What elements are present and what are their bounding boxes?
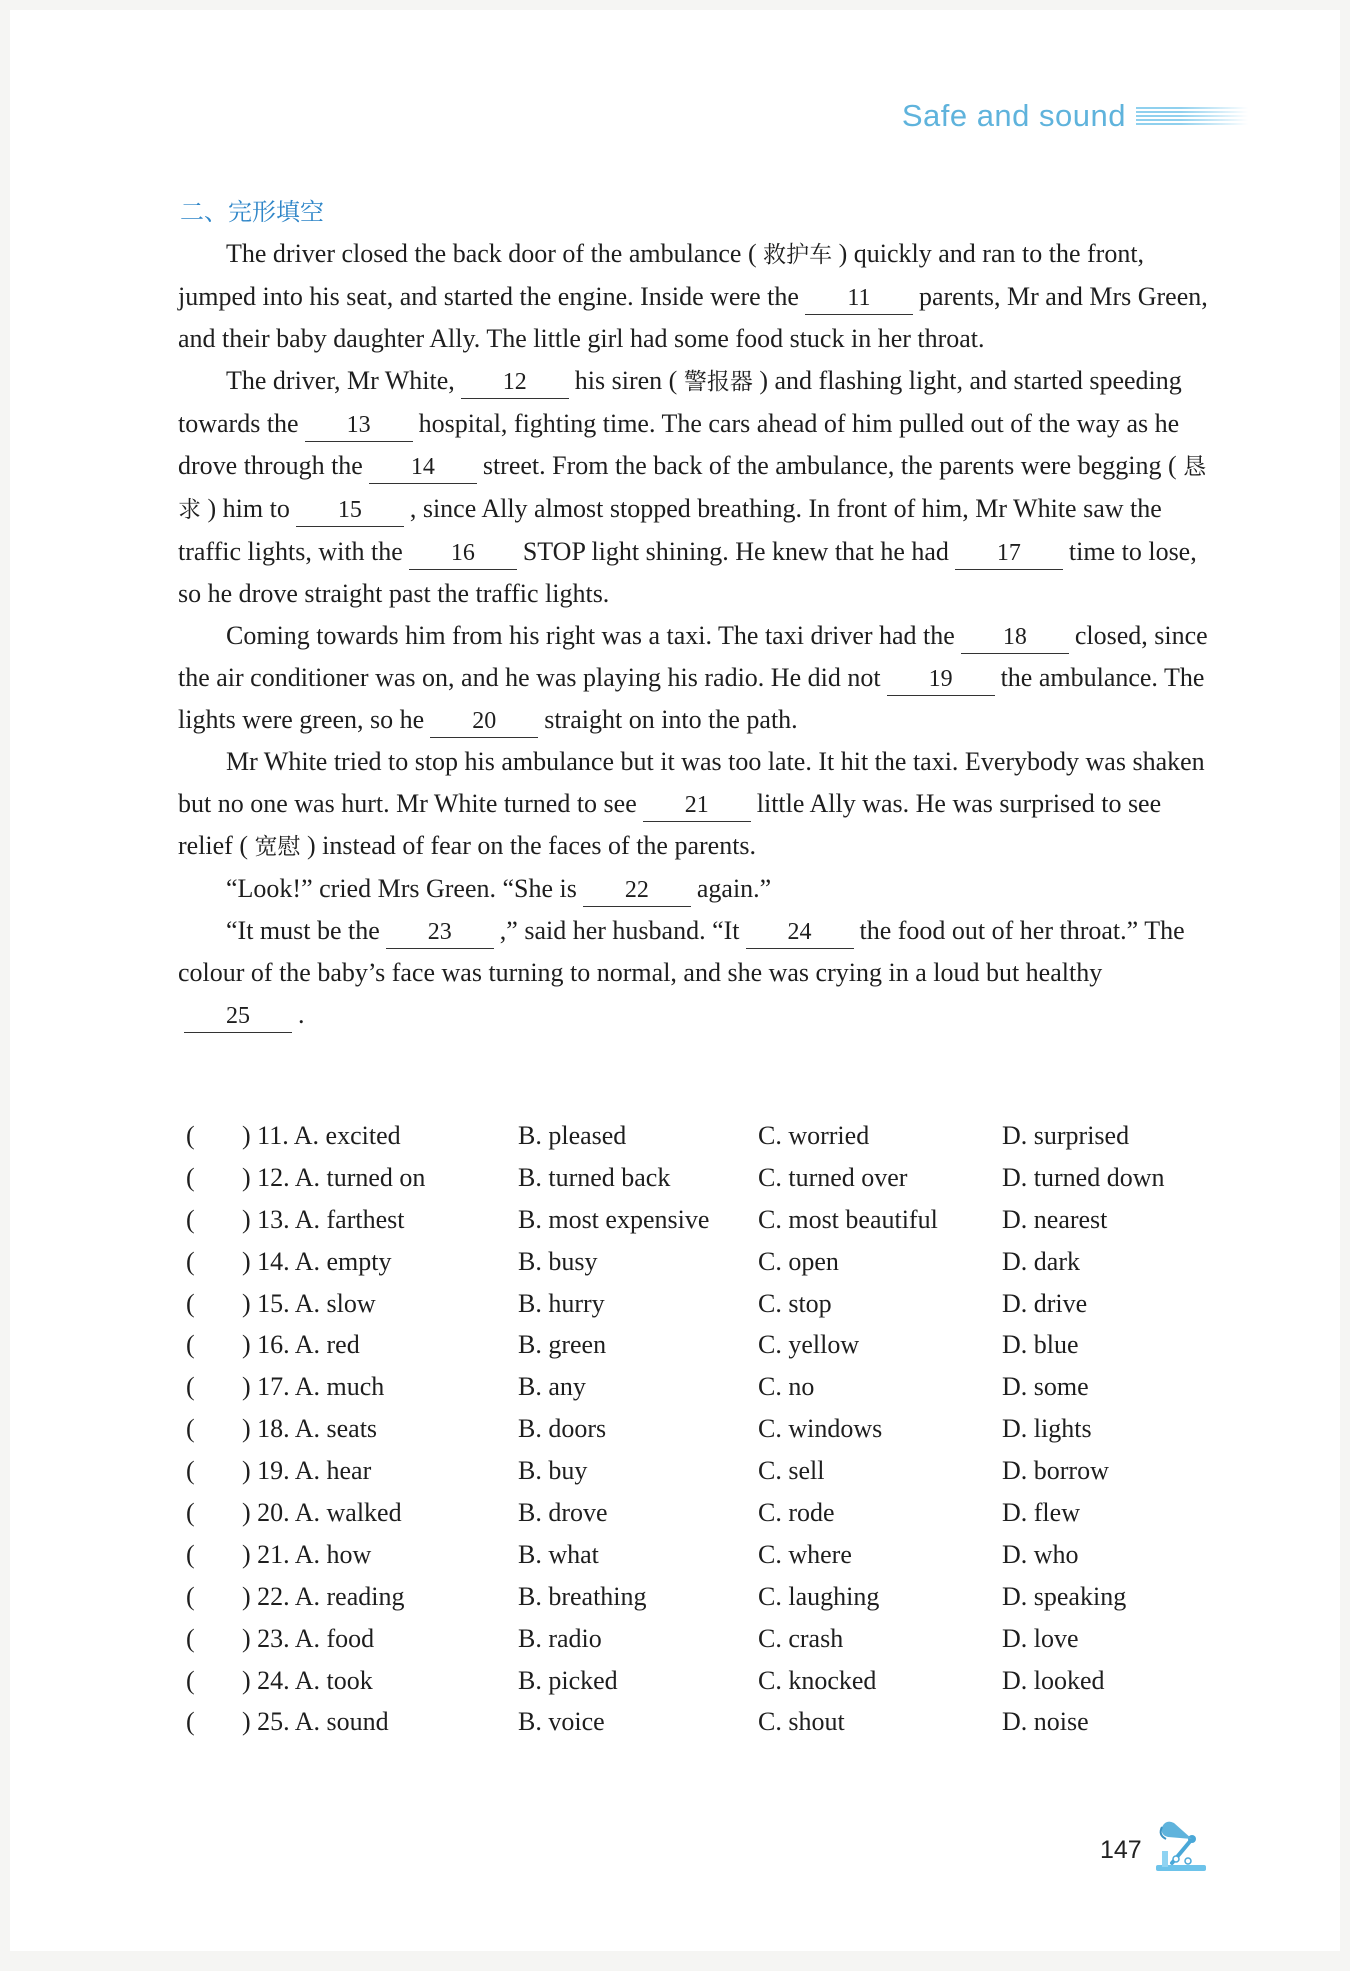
option-b: B. buy — [518, 1456, 588, 1486]
blank-20[interactable]: 20 — [430, 705, 538, 738]
option-d: D. flew — [1002, 1497, 1080, 1527]
answer-bracket[interactable]: ( — [186, 1120, 195, 1150]
blank-25[interactable]: 25 — [184, 1000, 292, 1033]
page — [10, 10, 1340, 1951]
option-b: B. any — [518, 1372, 586, 1402]
answer-bracket[interactable]: ( — [186, 1623, 195, 1653]
blank-11[interactable]: 11 — [805, 282, 913, 315]
option-c: C. open — [758, 1246, 839, 1276]
option-c: C. sell — [758, 1456, 825, 1486]
answer-bracket[interactable]: ( — [186, 1204, 195, 1234]
option-row-16 — [186, 1324, 1242, 1366]
blank-13[interactable]: 13 — [305, 409, 413, 442]
option-b: B. picked — [518, 1665, 618, 1695]
option-a: ) 19. A. hear — [242, 1456, 372, 1486]
answer-bracket[interactable]: ( — [186, 1414, 195, 1444]
page-number: 147 — [1100, 1836, 1142, 1864]
paragraph-6: “It must be the 23 ,” said her husband. “It 24 the food out of her throat.” The colour of the baby’s face was turning to normal, and she was crying in a loud but healthy25 . — [178, 910, 1208, 1036]
paragraph-5: “Look!” cried Mrs Green. “She is 22 again.” — [178, 868, 1208, 910]
option-d: D. lights — [1002, 1414, 1092, 1444]
option-c: C. yellow — [758, 1330, 860, 1360]
option-b: B. what — [518, 1539, 599, 1569]
option-d: D. turned down — [1002, 1162, 1165, 1192]
option-b: B. breathing — [518, 1581, 647, 1611]
option-b: B. busy — [518, 1246, 598, 1276]
option-a: ) 17. A. much — [242, 1372, 385, 1402]
option-row-13 — [186, 1199, 1242, 1241]
section-title: 二、完形填空 — [180, 198, 324, 226]
option-c: C. where — [758, 1539, 852, 1569]
paragraph-2: The driver, Mr White, 12 his siren ( 警报器 ) and flashing light, and started speeding towards the 13 hospital, fighting time. The cars ahead of him pulled out of the way as he drove through the 14 street. From the back of the ambulance, the parents were begging ( 恳求 ) him to 15 , since Ally almost stopped breathing. In front of him, Mr White saw the traffic lights, with the 16 STOP light shining. He knew that he had 17 time to lose, so he drove straight past the traffic lights. — [178, 366, 1207, 608]
option-a: ) 16. A. red — [242, 1330, 360, 1360]
option-c: C. turned over — [758, 1162, 908, 1192]
header-decoration — [1136, 107, 1248, 125]
answer-bracket[interactable]: ( — [186, 1665, 195, 1695]
option-a: ) 15. A. slow — [242, 1288, 376, 1318]
blank-12[interactable]: 12 — [461, 366, 569, 399]
answer-bracket[interactable]: ( — [186, 1162, 195, 1192]
option-a: ) 14. A. empty — [242, 1246, 392, 1276]
option-a: ) 20. A. walked — [242, 1497, 402, 1527]
answer-bracket[interactable]: ( — [186, 1330, 195, 1360]
option-row-11 — [186, 1115, 1242, 1157]
blank-22[interactable]: 22 — [583, 874, 691, 907]
option-b: B. pleased — [518, 1120, 627, 1150]
option-b: B. drove — [518, 1497, 608, 1527]
option-row-15 — [186, 1283, 1242, 1325]
running-header — [902, 98, 1248, 134]
option-c: C. laughing — [758, 1581, 880, 1611]
option-d: D. blue — [1002, 1330, 1079, 1360]
option-a: ) 23. A. food — [242, 1623, 375, 1653]
option-d: D. some — [1002, 1372, 1089, 1402]
option-d: D. noise — [1002, 1707, 1089, 1737]
option-row-21 — [186, 1534, 1242, 1576]
answer-bracket[interactable]: ( — [186, 1372, 195, 1402]
blank-15[interactable]: 15 — [296, 494, 404, 527]
option-d: D. nearest — [1002, 1204, 1108, 1234]
desk-lamp-icon — [1152, 1815, 1212, 1873]
option-row-17 — [186, 1366, 1242, 1408]
blank-18[interactable]: 18 — [961, 621, 1069, 654]
option-row-18 — [186, 1408, 1242, 1450]
option-a: ) 25. A. sound — [242, 1707, 389, 1737]
blank-16[interactable]: 16 — [409, 537, 517, 570]
option-row-14 — [186, 1241, 1242, 1283]
option-c: C. no — [758, 1372, 815, 1402]
answer-bracket[interactable]: ( — [186, 1497, 195, 1527]
answer-bracket[interactable]: ( — [186, 1539, 195, 1569]
option-row-22 — [186, 1576, 1242, 1618]
answer-options — [186, 1115, 1242, 1743]
option-b: B. voice — [518, 1707, 605, 1737]
option-d: D. speaking — [1002, 1581, 1127, 1611]
option-b: B. radio — [518, 1623, 602, 1653]
option-c: C. windows — [758, 1414, 883, 1444]
option-row-19 — [186, 1450, 1242, 1492]
blank-23[interactable]: 23 — [386, 916, 494, 949]
option-row-12 — [186, 1157, 1242, 1199]
answer-bracket[interactable]: ( — [186, 1707, 195, 1737]
option-b: B. doors — [518, 1414, 607, 1444]
blank-17[interactable]: 17 — [955, 537, 1063, 570]
header-title: Safe and sound — [901, 98, 1126, 133]
option-b: B. green — [518, 1330, 607, 1360]
option-c: C. crash — [758, 1623, 844, 1653]
blank-24[interactable]: 24 — [746, 916, 854, 949]
option-d: D. drive — [1002, 1288, 1088, 1318]
blank-14[interactable]: 14 — [369, 451, 477, 484]
option-b: B. turned back — [518, 1162, 671, 1192]
paragraph-3: Coming towards him from his right was a taxi. The taxi driver had the 18 closed, since the air conditioner was on, and he was playing his radio. He did not 19 the ambulance. The lights were green, so he 20 straight on into the path. — [178, 615, 1208, 741]
option-d: D. borrow — [1002, 1456, 1109, 1486]
answer-bracket[interactable]: ( — [186, 1456, 195, 1486]
option-c: C. most beautiful — [758, 1204, 938, 1234]
option-a: ) 22. A. reading — [242, 1581, 405, 1611]
paragraph-4: Mr White tried to stop his ambulance but it was too late. It hit the taxi. Everybody was shaken but no one was hurt. Mr White turned to see 21 little Ally was. He was surprised to see relief ( 宽慰 ) instead of fear on the faces of the parents. — [178, 747, 1205, 860]
option-c: C. shout — [758, 1707, 845, 1737]
cloze-passage — [178, 233, 1208, 1036]
option-b: B. most expensive — [518, 1204, 710, 1234]
option-d: D. surprised — [1002, 1120, 1130, 1150]
paragraph-1: The driver closed the back door of the ambulance ( 救护车 ) quickly and ran to the front, jumped into his seat, and started the engine. Inside were the 11 parents, Mr and Mrs Green, and their baby daughter Ally. The little girl had some food stuck in her throat. — [178, 239, 1208, 353]
option-row-25 — [186, 1701, 1242, 1743]
blank-21[interactable]: 21 — [643, 789, 751, 822]
option-a: ) 21. A. how — [242, 1539, 372, 1569]
option-row-20 — [186, 1492, 1242, 1534]
option-c: C. rode — [758, 1497, 835, 1527]
option-a: ) 12. A. turned on — [242, 1162, 426, 1192]
answer-bracket[interactable]: ( — [186, 1246, 195, 1276]
option-a: ) 11. A. excited — [242, 1120, 401, 1150]
option-b: B. hurry — [518, 1288, 605, 1318]
option-d: D. dark — [1002, 1246, 1080, 1276]
blank-19[interactable]: 19 — [887, 663, 995, 696]
option-row-24 — [186, 1660, 1242, 1702]
option-d: D. looked — [1002, 1665, 1105, 1695]
answer-bracket[interactable]: ( — [186, 1581, 195, 1611]
option-d: D. love — [1002, 1623, 1079, 1653]
option-a: ) 13. A. farthest — [242, 1204, 405, 1234]
option-c: C. stop — [758, 1288, 832, 1318]
option-d: D. who — [1002, 1539, 1079, 1569]
answer-bracket[interactable]: ( — [186, 1288, 195, 1318]
option-row-23 — [186, 1618, 1242, 1660]
option-c: C. worried — [758, 1120, 870, 1150]
option-a: ) 24. A. took — [242, 1665, 373, 1695]
option-c: C. knocked — [758, 1665, 877, 1695]
option-a: ) 18. A. seats — [242, 1414, 378, 1444]
